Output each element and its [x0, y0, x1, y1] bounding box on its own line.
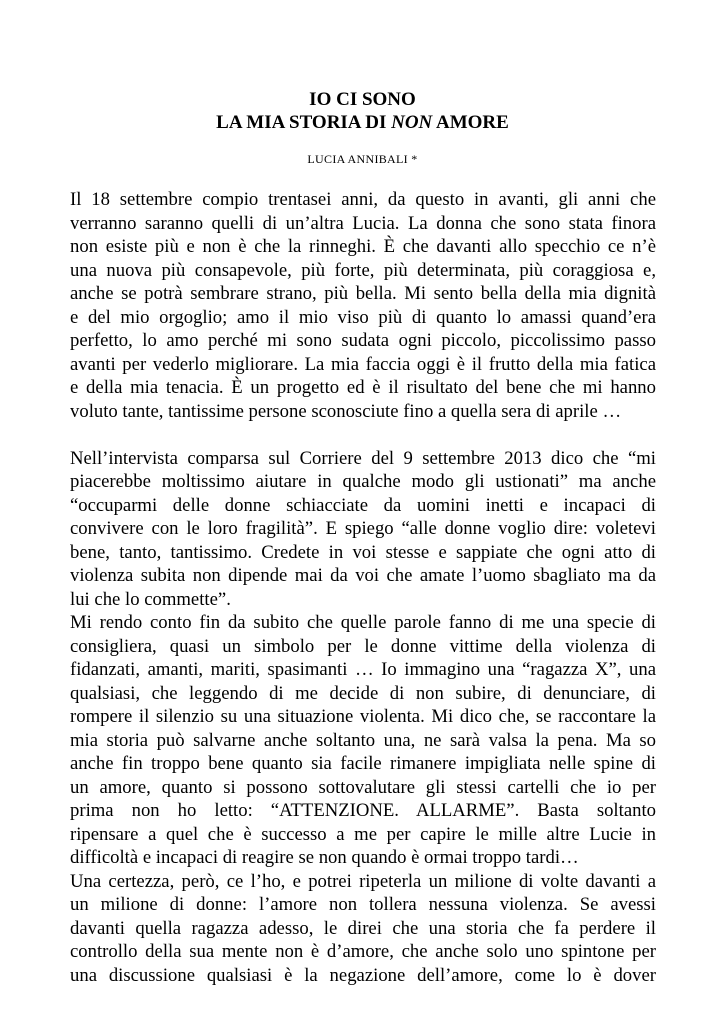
text-line: violenza subita non dipende mai da voi che amate l’uomo sbagliato ma da — [70, 565, 656, 586]
text-line: voluto tante, tantissime persone sconosciute fino a quella sera di aprile … — [70, 400, 622, 422]
title-line-2 — [0, 111, 725, 134]
text-line: bene, tanto, tantissimo. Credete in voi stesse e sappiate che ogni atto di — [70, 541, 656, 563]
text-line: piacerebbe moltissimo aiutare in qualche modo gli ustionati” ma anche — [70, 471, 656, 492]
text-line: lui che lo commette”. — [70, 588, 231, 610]
author-name: LUCIA ANNIBALI * — [307, 152, 418, 166]
text-line: controllo della sua mente non è d’amore, che anche solo uno spintone per — [70, 941, 656, 962]
text-line: e del mio orgoglio; amo il mio viso più di quanto lo amassi quand’era — [70, 306, 656, 328]
title-line-2-before: LA MIA STORIA DI — [216, 112, 392, 133]
text-line: avanti per vederlo migliorare. La mia faccia oggi è il frutto della mia fatica — [70, 353, 656, 375]
text-line: Il 18 settembre compio trentasei anni, da questo in avanti, gli anni che — [70, 189, 656, 210]
text-line: Mi rendo conto fin da subito che quelle parole fanno di me una specie di — [70, 612, 656, 633]
title-line-2-after: AMORE — [432, 112, 509, 133]
text-line: perfetto, lo amo perché mi sono sudata ogni piccolo, piccolissimo passo — [70, 330, 656, 351]
text-line: mia storia può salvarne anche soltanto una, ne sarà valsa la pena. Ma so — [70, 729, 656, 751]
text-line: e della mia tenacia. È un progetto ed è il risultato del bene che mi hanno — [70, 377, 656, 398]
paragraph-2 — [70, 447, 656, 612]
paragraph-4 — [70, 870, 656, 988]
text-line: rompere il silenzio su una situazione violenta. Mi dico che, se raccontare la — [70, 706, 656, 727]
title-line-1: IO CI SONO — [309, 89, 416, 110]
text-line: anche se potrà sembrare strano, più bella. Mi sento bella della mia dignità — [70, 283, 656, 304]
text-line: verranno saranno quelli di un’altra Lucia. La donna che sono stata finora — [70, 212, 656, 234]
text-line: ripensare a quel che è successo a me per capire le mille altre Lucie in — [70, 823, 656, 845]
paragraph-1 — [70, 188, 656, 423]
text-line: consigliera, quasi un simbolo per le donne vittime della violenza di — [70, 635, 656, 657]
title-line-2-emphasis: NON — [391, 112, 433, 133]
text-line: fidanzati, amanti, mariti, spasimanti … Io immagino una “ragazza X”, una — [70, 659, 656, 680]
text-line: un amore, quanto si possono sottovalutare gli stessi cartelli che io per — [70, 776, 656, 798]
text-line: “occuparmi delle donne schiacciate da uomini inetti e incapaci di — [70, 494, 656, 516]
text-line: davanti quella ragazza adesso, le direi che una storia che fa perdere il — [70, 917, 656, 939]
body-text — [70, 188, 656, 987]
text-line: difficoltà e incapaci di reagire se non quando è ormai troppo tardi… — [70, 847, 579, 868]
text-line: Una certezza, però, ce l’ho, e potrei ripeterla un milione di volte davanti a — [70, 870, 656, 892]
text-line: anche fin troppo bene quanto sia facile rimanere impigliata nelle spine di — [70, 753, 656, 774]
text-line: convivere con le loro fragilità”. E spiego “alle donne voglio dire: voletevi — [70, 518, 656, 539]
text-line: un milione di donne: l’amore non tollera nessuna violenza. Se avessi — [70, 894, 656, 915]
paragraph-3 — [70, 611, 656, 870]
text-line: qualsiasi, che leggendo di me decide di non subire, di denunciare, di — [70, 682, 656, 704]
text-line: una discussione qualsiasi è la negazione dell’amore, come lo è dover — [70, 964, 656, 986]
paragraph-gap — [70, 423, 656, 447]
text-line: una nuova più consapevole, più forte, più determinata, più coraggiosa e, — [70, 259, 656, 281]
text-line: Nell’intervista comparsa sul Corriere del 9 settembre 2013 dico che “mi — [70, 447, 656, 469]
text-line: non esiste più e non è che la rinneghi. È che davanti allo specchio ce n’è — [70, 236, 656, 257]
text-line: prima non ho letto: “ATTENZIONE. ALLARME”. Basta soltanto — [70, 800, 656, 821]
